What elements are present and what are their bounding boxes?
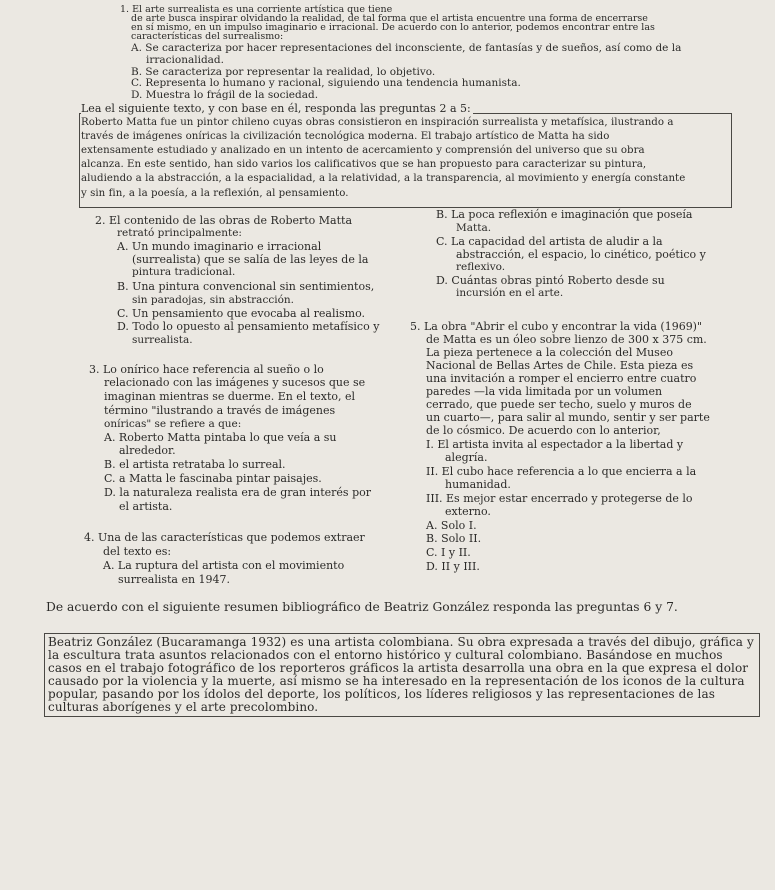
q5-statement: III. Es mejor estar encerrado y protegerse de lo: [426, 492, 693, 505]
q5-stem: Nacional de Bellas Artes de Chile. Esta pieza es: [426, 359, 694, 372]
q4-option: reflexivo.: [456, 261, 506, 273]
reading-instruction: Lea el siguiente texto, y con base en él, responda las preguntas 2 a 5:: [81, 102, 471, 115]
q1-option: B. Se caracteriza por representar la realidad, lo objetivo.: [131, 66, 436, 78]
q2-stem: retrató principalmente:: [117, 227, 242, 239]
q3-option: A. Roberto Matta pintaba lo que veía a su: [104, 431, 337, 444]
q3-option: B. el artista retrataba lo surreal.: [104, 458, 286, 471]
q4-option: Matta.: [456, 222, 492, 234]
q5-statement: II. El cubo hace referencia a lo que encierra a la: [426, 465, 697, 478]
q1-option: C. Representa lo humano y racional, siguiendo una tendencia humanista.: [131, 77, 521, 89]
q2-option: (surrealista) que se salía de las leyes de la: [132, 253, 369, 266]
reading-line: y sin fin, a la poesía, a la reflexión, al pensamiento.: [81, 188, 349, 199]
q3-stem: oníricas" se refiere a que:: [104, 418, 242, 430]
q1-option: irracionalidad.: [146, 54, 224, 66]
q5-statement: I. El artista invita al espectador a la libertad y: [426, 438, 684, 451]
bio-line: popular, pasando por los ídolos del deporte, los políticos, los líderes religiosos y las representaciones de las: [48, 687, 715, 701]
q4-option: B. La poca reflexión e imaginación que poseía: [436, 208, 693, 221]
q5-option: D. II y III.: [426, 560, 480, 573]
q2-option: B. Una pintura convencional sin sentimientos,: [117, 280, 375, 293]
q1-line: características del surrealismo:: [131, 31, 284, 42]
q3-option: alrededor.: [119, 444, 176, 457]
q4-option: C. La capacidad del artista de aludir a la: [436, 235, 663, 248]
q1-option: D. Muestra lo frágil de la sociedad.: [131, 89, 319, 101]
reading-line: aludiendo a la abstracción, a la espacialidad, a la relatividad, a la transparencia, al movimiento y energía constante: [81, 173, 686, 184]
bio-line: Beatriz González (Bucaramanga 1932) es una artista colombiana. Su obra expresada a través del dibujo, gráfica y: [48, 635, 754, 649]
q4-option: D. Cuántas obras pintó Roberto desde su: [436, 274, 665, 287]
q5-stem: 5. La obra "Abrir el cubo y encontrar la vida (1969)": [410, 320, 703, 333]
q1-option: A. Se caracteriza por hacer representaciones del inconsciente, de fantasías y de sueños, así como de la: [131, 42, 682, 54]
q3-stem: relacionado con las imágenes y sucesos que se: [104, 376, 366, 389]
q2-option: pintura tradicional.: [132, 266, 236, 278]
q5-option: A. Solo I.: [426, 519, 477, 532]
bio-line: causado por la violencia y la muerte, así mismo se ha interesado en la representación de los iconos de la cultura: [48, 674, 745, 688]
q5-stem: paredes —la vida limitada por un volumen: [426, 385, 663, 398]
q4-stem: del texto es:: [103, 545, 172, 558]
q1-line: en sí mismo, en un impulso imaginario e irracional. De acuerdo con lo anterior, podemos encontrar entre las: [131, 22, 655, 33]
q2-option: C. Un pensamiento que evocaba al realismo.: [117, 307, 366, 320]
q4-option: incursión en el arte.: [456, 287, 564, 299]
q3-stem: imaginan mientras se duerme. En el texto, el: [104, 390, 356, 403]
reading-line: través de imágenes oníricas la civilización tecnológica moderna. El trabajo artístico de Matta ha sido: [81, 131, 610, 142]
q4-option: surrealista en 1947.: [118, 573, 231, 586]
q2-option: A. Un mundo imaginario e irracional: [117, 240, 322, 253]
bio-line: casos en el trabajo fotográfico de los reporteros gráficos la artista desarrolla una obra en la que expresa el dolor: [48, 661, 749, 675]
q5-stem: cerrado, que puede ser techo, suelo y muros de: [426, 398, 692, 411]
reading-line: alcanza. En este sentido, han sido varios los calificativos que se han propuesto para caracterizar su pintura,: [81, 159, 647, 170]
q5-statement: humanidad.: [445, 478, 511, 491]
q5-option: B. Solo II.: [426, 532, 482, 545]
q5-statement: externo.: [445, 505, 491, 518]
q5-stem: de lo cósmico. De acuerdo con lo anterior,: [426, 424, 661, 437]
q3-stem: término "ilustrando a través de imágenes: [104, 404, 336, 417]
q4-stem: 4. Una de las características que podemos extraer: [84, 531, 365, 544]
section2-instruction: De acuerdo con el siguiente resumen bibliográfico de Beatriz González responda las preguntas 6 y 7.: [46, 600, 678, 614]
reading-line: Roberto Matta fue un pintor chileno cuyas obras consistieron en inspiración surrealista y metafísica, ilustrando a: [81, 117, 674, 128]
q1-line: 1. El arte surrealista es una corriente artística que tiene: [120, 4, 393, 15]
q3-stem: 3. Lo onírico hace referencia al sueño o lo: [89, 363, 324, 376]
q5-stem: La pieza pertenece a la colección del Museo: [426, 346, 673, 359]
q5-option: C. I y II.: [426, 546, 471, 559]
q2-option: surrealista.: [132, 334, 193, 346]
q2-option: sin paradojas, sin abstracción.: [132, 294, 294, 306]
q5-stem: de Matta es un óleo sobre lienzo de 300 x 375 cm.: [426, 333, 707, 346]
q1-line: de arte busca inspirar olvidando la realidad, de tal forma que el artista encuentre una forma de encerrarse: [131, 13, 648, 24]
q4-option: A. La ruptura del artista con el movimiento: [103, 559, 345, 572]
q3-option: C. a Matta le fascinaba pintar paisajes.: [104, 472, 322, 485]
bio-line: culturas aborígenes y el arte precolombino.: [48, 700, 319, 714]
bio-line: la escultura trata asuntos relacionados con el entorno histórico y cultural colombiano. Basándose en muchos: [48, 648, 723, 662]
q4-option: abstracción, el espacio, lo cinético, poético y: [456, 248, 706, 261]
q2-option: D. Todo lo opuesto al pensamiento metafísico y: [117, 320, 380, 333]
q5-statement: alegría.: [445, 451, 488, 464]
q5-stem: un cuarto—, para salir al mundo, sentir y ser parte: [426, 411, 710, 424]
q5-stem: una invitación a romper el encierro entre cuatro: [426, 372, 697, 385]
q3-option: D. la naturaleza realista era de gran interés por: [104, 486, 371, 499]
q3-option: el artista.: [119, 500, 173, 513]
q2-stem: 2. El contenido de las obras de Roberto Matta: [95, 214, 353, 227]
reading-line: extensamente estudiado y analizado en un intento de acercamiento y comprensión del universo que su obra: [81, 145, 645, 156]
